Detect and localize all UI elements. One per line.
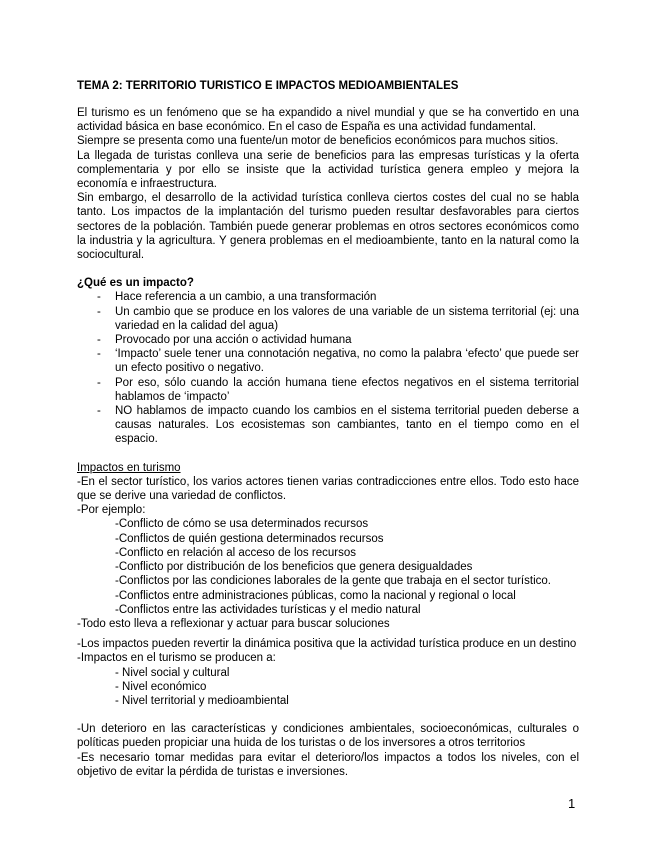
list-item: - Provocado por una acción o actividad humana — [77, 333, 579, 347]
intro-paragraph-3: La llegada de turistas conlleva una serie de beneficios para las empresas turísticas y la oferta complementaria y por ello se insiste que la actividad turística genera empleo y mejora la economía e infraestructura. — [77, 149, 579, 191]
page-title: TEMA 2: TERRITORIO TURISTICO E IMPACTOS MEDIOAMBIENTALES — [77, 80, 459, 92]
tourism-line: -Todo esto lleva a reflexionar y actuar para buscar soluciones — [77, 617, 390, 630]
tourism-line: -Los impactos pueden revertir la dinámica positiva que la actividad turística produce en un destino — [77, 638, 577, 651]
intro-paragraph-1: El turismo es un fenómeno que se ha expandido a nivel mundial y que se ha convertido en una actividad básica en base económico. En el caso de España es una actividad fundamental. — [77, 107, 579, 134]
list-item: - Por eso, sólo cuando la acción humana tiene efectos negativos en el sistema territorial hablamos de ‘impacto’ — [77, 376, 579, 404]
impact-list — [77, 290, 579, 446]
list-item: -Conflicto de cómo se usa determinados recursos — [115, 518, 369, 531]
tourism-line: -Un deterioro en las características y condiciones ambientales, socioeconómicas, culturales o políticas pueden propiciar una huida de los turistas o de los inversores a otros territorios — [77, 723, 579, 750]
list-item: -Conflictos por las condiciones laborales de la gente que trabaja en el sector turístico. — [115, 575, 551, 588]
tourism-line: -Es necesario tomar medidas para evitar el deterioro/los impactos a todos los niveles, con el objetivo de evitar la pérdida de turistas e inversiones. — [77, 751, 579, 778]
list-item: -Conflicto en relación al acceso de los recursos — [115, 546, 356, 559]
list-item: - Nivel territorial y medioambiental — [115, 694, 289, 707]
levels-list — [77, 666, 579, 709]
tourism-heading: Impactos en turismo — [77, 461, 181, 474]
document-body — [77, 106, 579, 779]
list-item: - Nivel social y cultural — [115, 666, 230, 679]
tourism-line: -Impactos en el turismo se producen a: — [77, 652, 276, 665]
list-item: -Conflictos de quién gestiona determinados recursos — [115, 532, 384, 545]
list-item: - NO hablamos de impacto cuando los cambios en el sistema territorial pueden deberse a causas naturales. Los ecosistemas son cambiantes, tanto en el tiempo como en el espacio. — [77, 404, 579, 447]
list-item: -Conflictos entre administraciones públicas, como la nacional y regional o local — [115, 589, 516, 602]
intro-paragraph-4: Sin embargo, el desarrollo de la actividad turística conlleva ciertos costes del cual no se habla tanto. Los impactos de la implantación del turismo pueden resultar desfavorables para ciertos sectores de la población. También puede generar problemas en otros sectores económicos como la industria y la agricultura. Y genera problemas en el medioambiente, tanto en la natural como la sociocultural. — [77, 192, 579, 262]
list-item: - ‘Impacto’ suele tener una connotación negativa, no como la palabra ‘efecto’ que puede ser un efecto positivo o negativo. — [77, 347, 579, 375]
list-item: - Hace referencia a un cambio, a una transformación — [77, 290, 579, 304]
list-item: -Conflicto por distribución de los beneficios que genera desigualdades — [115, 561, 473, 574]
list-item: - Un cambio que se produce en los valores de una variable de un sistema territorial (ej: una variedad en la calidad del agua) — [77, 305, 579, 333]
list-item: - Nivel económico — [115, 680, 207, 693]
impact-heading: ¿Qué es un impacto? — [77, 277, 194, 290]
conflicts-list — [77, 517, 579, 616]
page-number: 1 — [568, 796, 576, 811]
list-item: -Conflictos entre las actividades turísticas y el medio natural — [115, 603, 421, 616]
tourism-line: -En el sector turístico, los varios actores tienen varias contradicciones entre ellos. Todo esto hace que se derive una variedad de conflictos. — [77, 475, 579, 503]
tourism-line: -Por ejemplo: — [77, 504, 146, 517]
intro-paragraph-2: Siempre se presenta como una fuente/un motor de beneficios económicos para muchos sitios. — [77, 135, 559, 148]
